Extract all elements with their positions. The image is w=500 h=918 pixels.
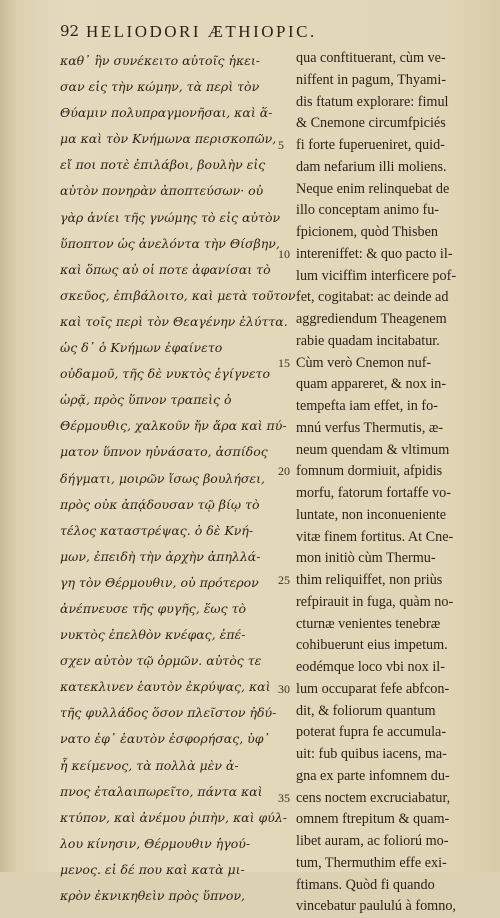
latin-text-line: luntate, non inconueniente — [296, 506, 447, 523]
line-number: 30 — [278, 681, 290, 696]
greek-text-line: μων, ἐπειδὴ τὴν ἀρχὴν ἀπηλλά- — [60, 548, 261, 564]
latin-text-line: gna ex parte infomnem du- — [296, 767, 450, 784]
greek-text-line: ὡρᾷ, πρὸς ὕπνον τραπεὶς ὁ — [60, 392, 232, 408]
running-head: HELIODORI ÆTHIOPIC. — [86, 22, 317, 41]
latin-text-line: vincebatur paululú à fomno, — [296, 898, 456, 915]
page-header — [60, 22, 480, 44]
latin-text-line: cturnæ venientes tenebræ — [296, 615, 441, 632]
greek-text-column — [60, 48, 296, 909]
latin-text-line: quam appareret, & nox in- — [296, 376, 447, 393]
greek-text-line: κατεκλινεν ἑαυτὸν ἐκρύψας, καὶ — [60, 679, 271, 695]
latin-text-line: mnú verfus Thermutis, æ- — [296, 419, 444, 436]
greek-text-line: ὡς δ᾽ ὁ Κνήμων ἐφαίνετο — [60, 340, 223, 356]
line-number: 20 — [278, 464, 290, 479]
greek-text-line: καὶ τοῖς περὶ τὸν Θεαγένην ἐλύττα. — [60, 313, 288, 329]
greek-text-line: τῆς φυλλάδος ὅσον πλεῖστον ἠδύ- — [60, 705, 277, 721]
latin-text-line: aggrediendum Theagenem — [296, 311, 447, 327]
greek-text-line: ἀνέπνευσε τῆς φυγῆς, ἕως τὸ — [60, 600, 247, 616]
latin-text-line: & Cnemone circumfpiciés — [296, 115, 446, 132]
latin-text-line: mon initiò cùm Thermu- — [296, 550, 436, 567]
greek-text-line: αὐτὸν πονηρὰν ἀποπτεύσων· οὐ — [60, 183, 264, 199]
latin-text-line: fi forte fuperueniret, quid- — [296, 137, 445, 153]
greek-text-line: τέλος καταστρέψας. ὁ δὲ Κνή- — [60, 522, 254, 538]
greek-text-line: νατο ἐφ᾽ ἑαυτὸν ἐσφορήσας, ὑφ᾽ — [60, 731, 270, 747]
greek-text-line: Θέρμουθις, χαλκοῦν ἤν ἄρα καὶ πύ- — [60, 418, 287, 434]
line-number: 15 — [278, 355, 290, 370]
greek-text-line: Θύαμιν πολυπραγμονῆσαι, καὶ ἅ- — [60, 105, 273, 121]
page-number: 92 — [60, 22, 80, 40]
latin-text-line: niffent in pagum, Thyami- — [296, 71, 446, 88]
greek-text-line: σχεν αὐτὸν τῷ ὁρμῶν. αὐτὸς τε — [60, 653, 262, 669]
latin-text-line: tum, Thermuthim effe exi- — [296, 854, 447, 871]
latin-text-line: lum occuparat fefe abfcon- — [296, 680, 450, 697]
greek-text-line: σκεῦος, ἐπιβάλοιτο, καὶ μετὰ τοῦτον — [60, 287, 296, 303]
latin-text-line: morfu, fatorum fortaffe vo- — [296, 485, 451, 501]
latin-text-line: thim reliquiffet, non priùs — [296, 572, 443, 588]
latin-text-line: libet auram, ac foliorú mo- — [296, 833, 449, 849]
greek-text-line: γη τὸν Θέρμουθιν, οὐ πρότερον — [60, 574, 259, 590]
greek-text-line: ἧ κείμενος, τὰ πολλὰ μὲν ἀ- — [60, 757, 239, 773]
greek-text-line: δήγματι, μοιρῶν ἴσως βουλήσει, — [60, 470, 265, 486]
latin-text-line: eodémque loco vbi nox il- — [296, 659, 445, 675]
greek-text-line: καθ᾽ ἣν συνέκειτο αὐτοῖς ἡκει- — [60, 53, 260, 68]
latin-text-line: neum quendam & vltimum — [296, 441, 450, 458]
latin-text-line: dam nefarium illi moliens. — [296, 158, 447, 175]
latin-text-line: dis ftatum explorare: fimul — [296, 93, 449, 110]
greek-text-line: λου κίνησιν, Θέρμουθιν ἡγού- — [60, 835, 251, 851]
latin-text-line: rabie quadam incitabatur. — [296, 332, 440, 349]
latin-text-line: ftimans. Quòd fi quando — [296, 876, 435, 893]
greek-text-line: κτύπον, καὶ ἀνέμου ῥιπὴν, καὶ φύλ- — [60, 809, 287, 825]
greek-text-line: πρὸς οὐκ ἀπᾴδουσαν τῷ βίῳ τὸ — [60, 496, 260, 512]
greek-text-line: καὶ ὅπως αὐ οἱ ποτε ἀφανίσαι τὸ — [60, 261, 271, 277]
latin-text-line: lum viciffim interficere pof- — [296, 267, 457, 284]
latin-text-line: Cùm verò Cnemon nuf- — [296, 354, 432, 371]
latin-text-line: intereniffet: & quo pacto il- — [296, 245, 453, 262]
latin-text-line: illo conceptam animo fu- — [296, 202, 440, 219]
greek-text-line: ὕποπτον ὡς ἀνελόντα τὴν Θίσβην, — [60, 235, 280, 251]
line-number: 10 — [278, 246, 290, 261]
latin-text-line: poterat fupra fe accumula- — [296, 724, 447, 741]
latin-text-line: uit: fub quibus iacens, ma- — [296, 746, 447, 762]
line-number: 5 — [278, 138, 284, 152]
latin-text-line: tempefta iam effet, in fo- — [296, 398, 438, 414]
latin-text-line: refpirauit in fuga, quàm no- — [296, 593, 454, 610]
latin-text-line: cens noctem excruciabatur, — [296, 789, 451, 806]
greek-text-line: οὐδαμοῦ, τῆς δὲ νυκτὸς ἐγίγνετο — [60, 366, 270, 382]
latin-text-line: cohibuerunt eius impetum. — [296, 637, 448, 654]
greek-text-line: σαν εἰς τὴν κώμην, τὰ περὶ τὸν — [60, 79, 260, 95]
line-number: 35 — [278, 790, 290, 805]
latin-text-line: vitæ finem fortitus. At Cne- — [296, 528, 454, 545]
latin-text-column — [296, 48, 488, 918]
greek-text-line: μα καὶ τὸν Κνήμωνα περισκοπῶν, — [60, 131, 277, 147]
greek-text-line: κρὸν ἐκνικηθεὶν πρὸς ὕπνον, — [60, 888, 246, 903]
latin-text-line: fomnum dormiuit, afpidis — [296, 463, 443, 480]
greek-text-line: πνος ἐταλαιπωρεῖτο, πάντα καὶ — [60, 783, 263, 799]
greek-text-line: νυκτὸς ἐπελθὸν κνέφας, ἐπέ- — [60, 627, 246, 643]
latin-text-line: fpicionem, quòd Thisben — [296, 224, 438, 240]
latin-text-line: Neque enim relinquebat de — [296, 180, 450, 197]
greek-text-line: ματον ὕπνον ηὐνάσατο, ἀσπίδος — [60, 444, 268, 460]
greek-text-line: εἴ ποι ποτὲ ἐπιλάβοι, βουλὴν εἰς — [60, 157, 266, 173]
line-number: 25 — [278, 573, 290, 587]
greek-text-line: μενος. εἰ δέ που καὶ κατὰ μι- — [60, 861, 245, 877]
latin-text-line: dit, & foliorum quantum — [296, 702, 436, 719]
latin-text-line: omnem ftrepitum & quam- — [296, 811, 450, 828]
latin-text-line: qua conftituerant, cùm ve- — [296, 50, 446, 66]
latin-text-line: fet, cogitabat: ac deinde ad — [296, 289, 449, 306]
greek-text-line: γὰρ ἀνίει τῆς γνώμης τὸ εἰς αὐτὸν — [60, 209, 281, 225]
